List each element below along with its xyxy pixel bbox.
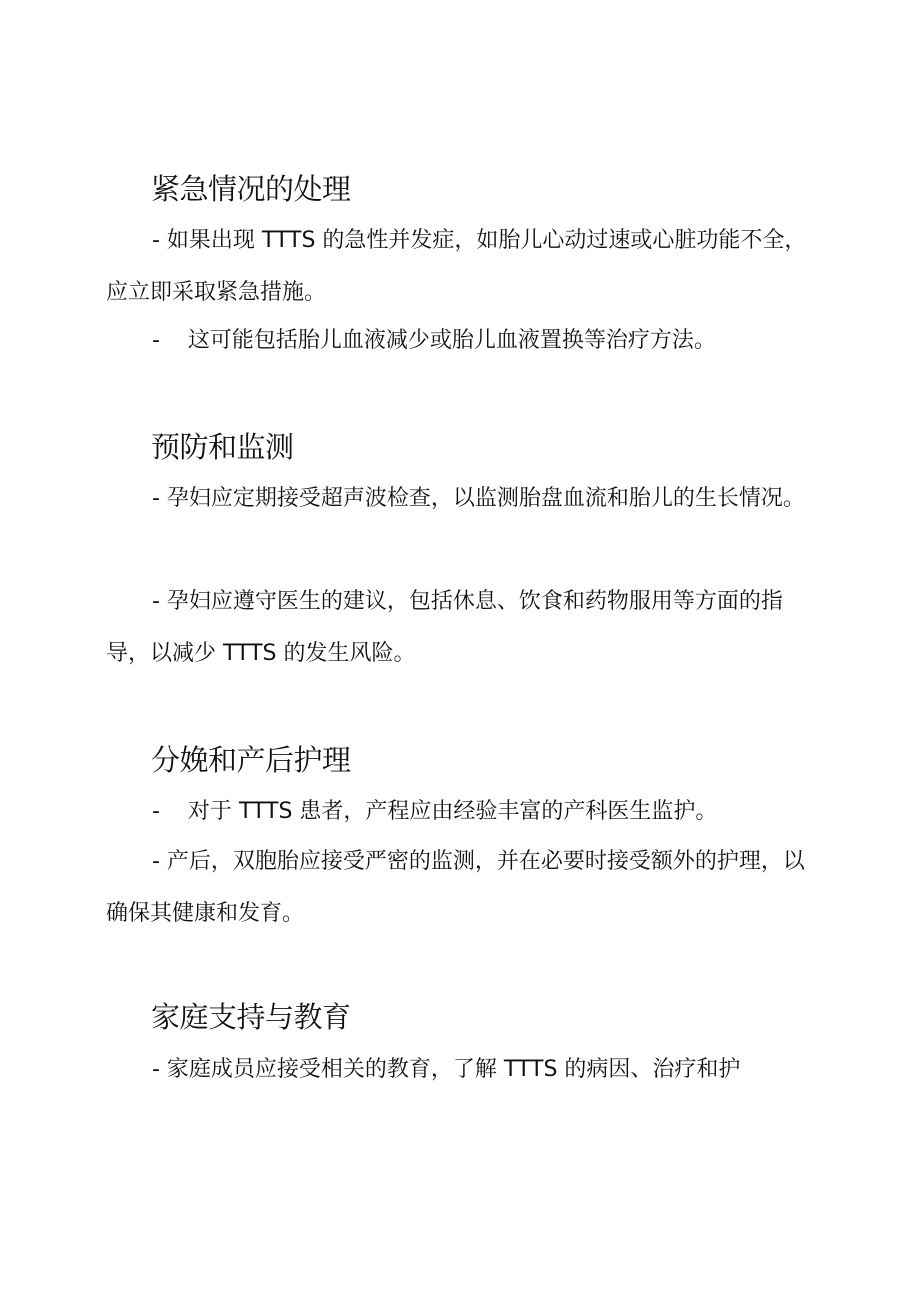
paragraph-delivery-1: - 对于 TTTS 患者，产程应由经验丰富的产科医生监护。	[152, 799, 718, 824]
paragraph-emergency-2: - 这可能包括胎儿血液减少或胎儿血液置换等治疗方法。	[152, 328, 716, 353]
section-heading-family: 家庭支持与教育	[151, 1000, 351, 1034]
paragraph-family-1: - 家庭成员应接受相关的教育，了解 TTTS 的病因、治疗和护	[152, 1057, 741, 1082]
paragraph-prevention-2: - 孕妇应遵守医生的建议，包括休息、饮食和药物服用等方面的指导，以减少 TTTS 的发生风险。	[106, 589, 783, 666]
section-heading-prevention: 预防和监测	[151, 430, 294, 464]
paragraph-emergency-1: - 如果出现 TTTS 的急性并发症，如胎儿心动过速或心脏功能不全，应立即采取紧急措施。	[106, 228, 807, 305]
paragraph-delivery-2: - 产后，双胞胎应接受严密的监测，并在必要时接受额外的护理，以确保其健康和发育。	[106, 849, 805, 926]
section-heading-delivery: 分娩和产后护理	[151, 743, 351, 777]
paragraph-prevention-1: - 孕妇应定期接受超声波检查，以监测胎盘血流和胎儿的生长情况。	[152, 486, 805, 511]
section-heading-emergency: 紧急情况的处理	[151, 172, 351, 206]
